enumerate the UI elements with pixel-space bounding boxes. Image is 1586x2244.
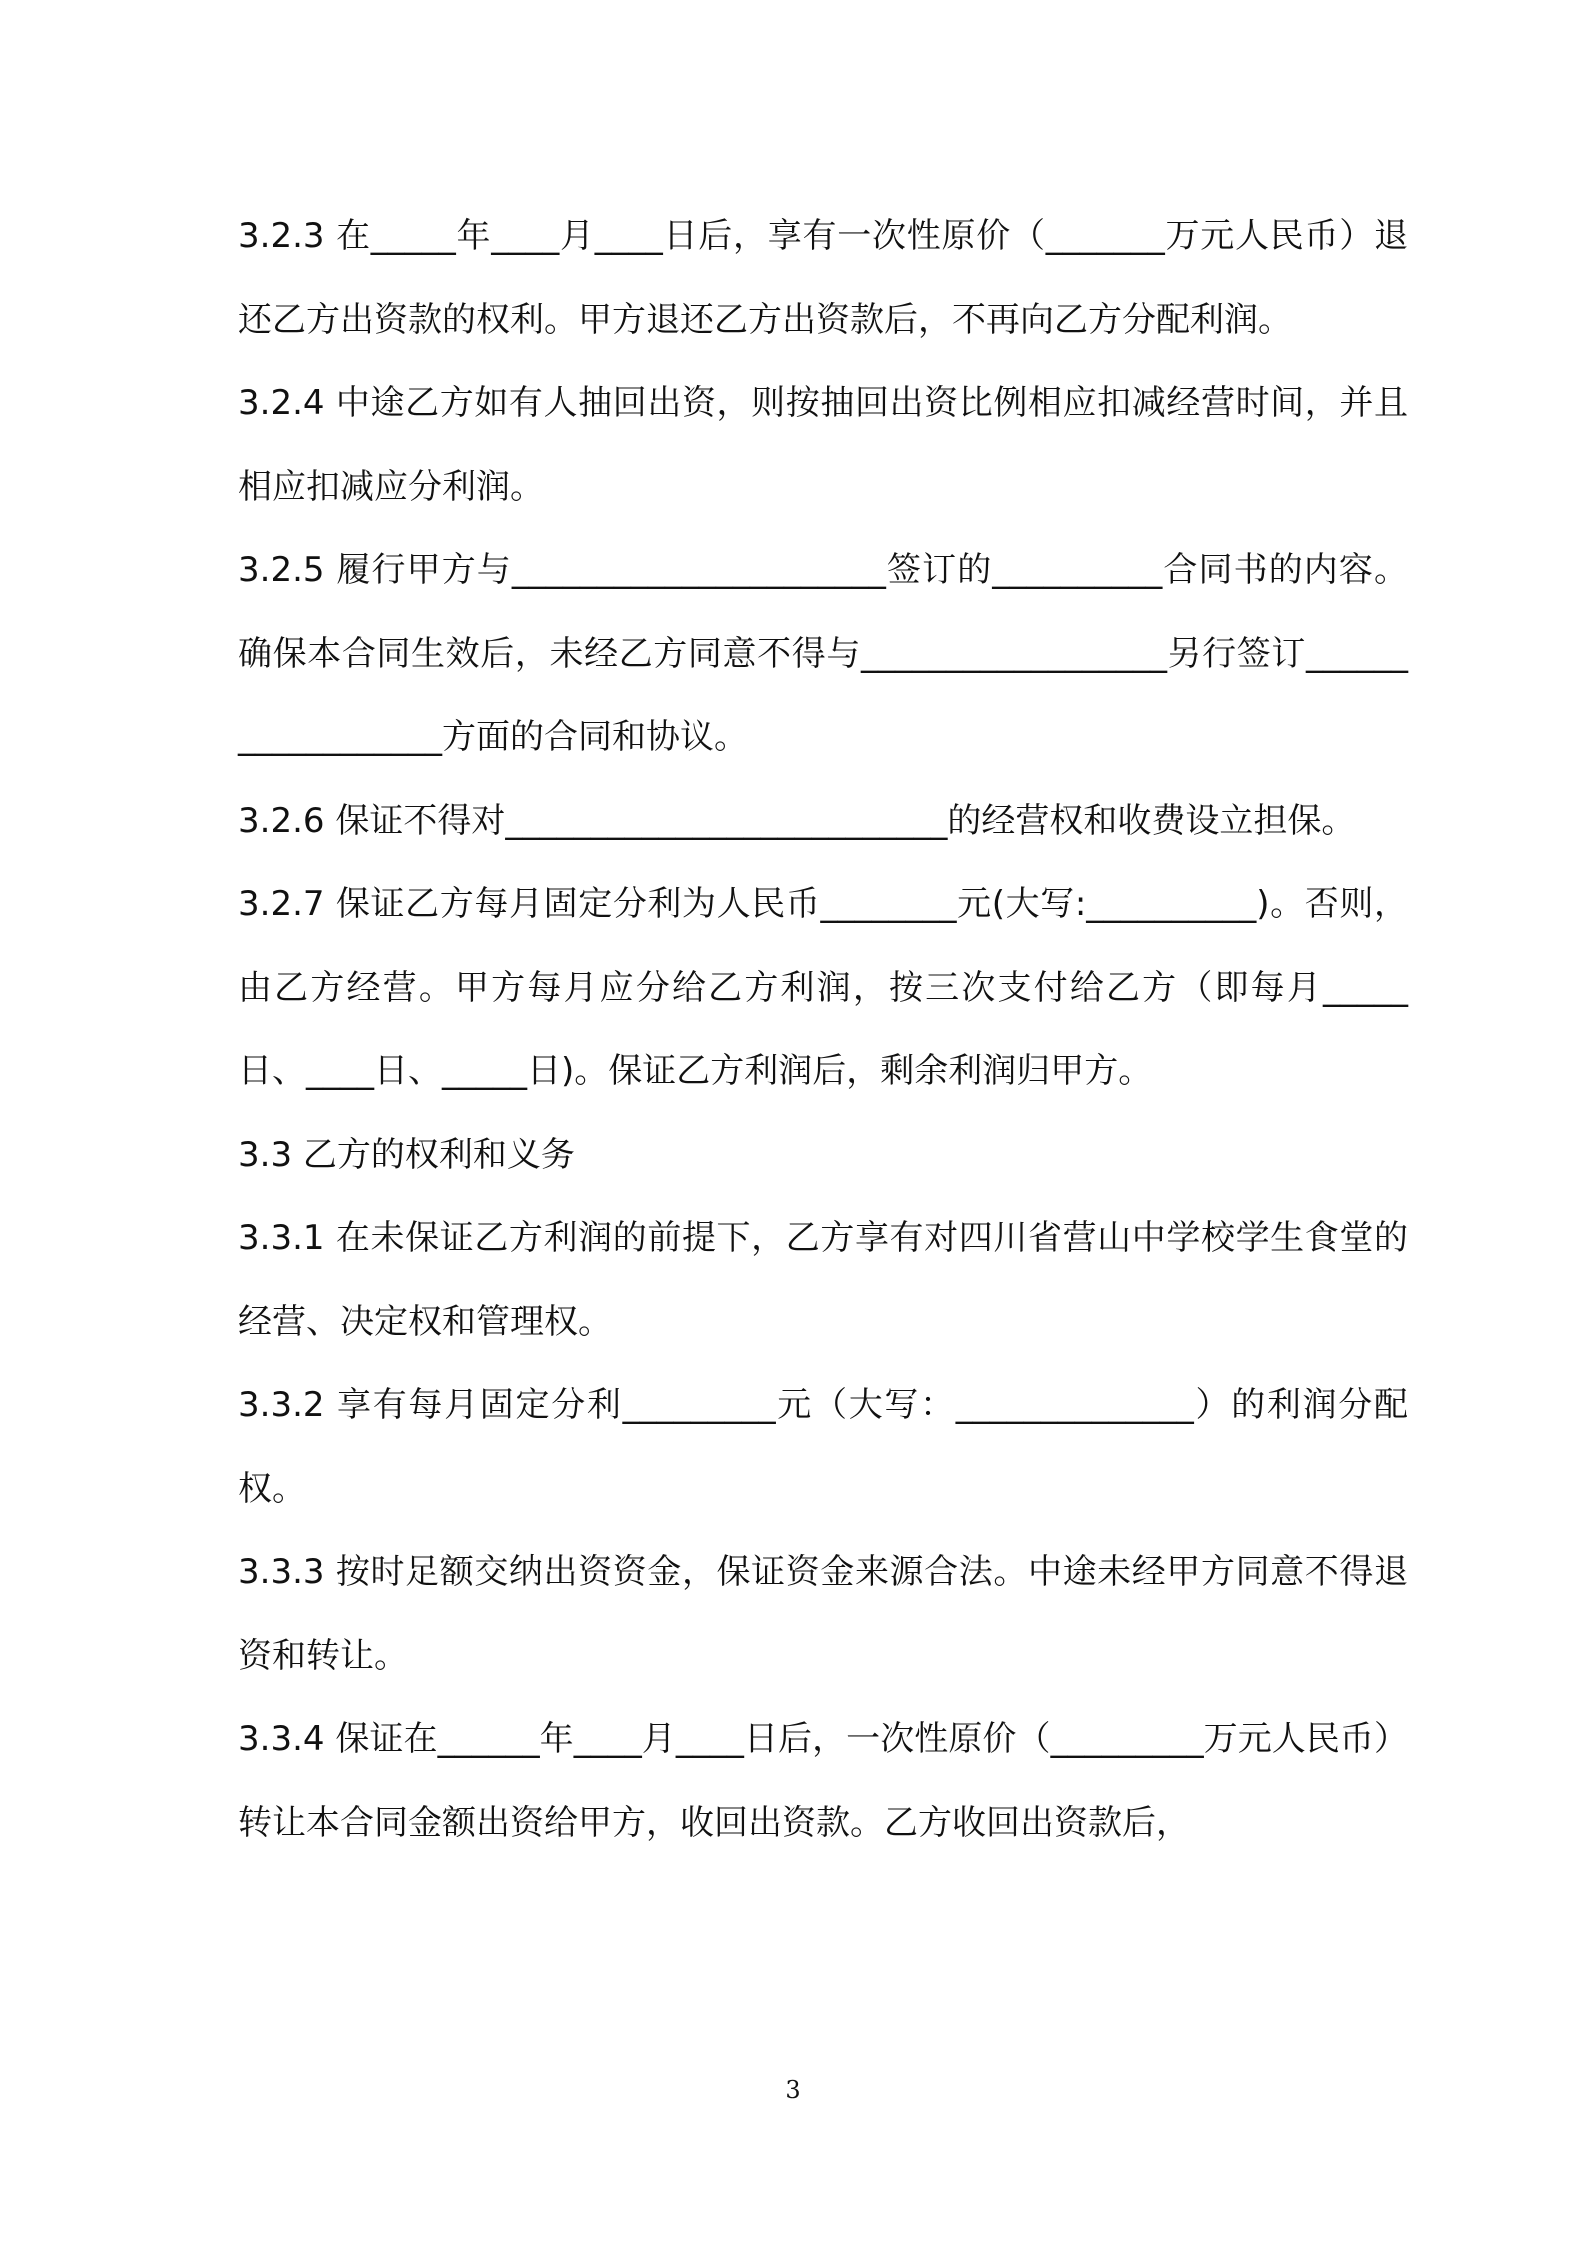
clause-3-2-5: 3.2.5 履行甲方与______________________签订的__________合同书的内容。确保本合同生效后，未经乙方同意不得与__________________另行签订__________________方面的合同和协议。 — [238, 550, 1408, 757]
page-number: 3 — [785, 2076, 801, 2104]
clause-3-2-6: 3.2.6 保证不得对__________________________的经营权和收费设立担保。 — [238, 800, 1356, 841]
clause-3-3-4: 3.3.4 保证在______年____月____日后，一次性原价（_________万元人民币）转让本合同金额出资给甲方，收回出资款。乙方收回出资款后， — [238, 1719, 1408, 1843]
section-heading-3-3: 3.3 乙方的权利和义务 — [238, 1134, 575, 1175]
clause-3-3-3: 3.3.3 按时足额交纳出资资金，保证资金来源合法。中途未经甲方同意不得退资和转让。 — [238, 1552, 1408, 1676]
clause-3-2-4: 3.2.4 中途乙方如有人抽回出资，则按抽回出资比例相应扣减经营时间，并且相应扣减应分利润。 — [238, 383, 1408, 507]
clause-3-3-1: 3.3.1 在未保证乙方利润的前提下，乙方享有对四川省营山中学校学生食堂的经营、决定权和管理权。 — [238, 1218, 1408, 1342]
clause-3-2-7: 3.2.7 保证乙方每月固定分利为人民币________元(大写:__________)。否则，由乙方经营。甲方每月应分给乙方利润，按三次支付给乙方（即每月_____日、____日、_____日)。保证乙方利润后，剩余利润归甲方。 — [238, 884, 1408, 1091]
clause-3-3-2: 3.3.2 享有每月固定分利_________元（大写：______________）的利润分配权。 — [238, 1385, 1408, 1509]
document-body — [238, 195, 1408, 1865]
clause-3-2-3: 3.2.3 在_____年____月____日后，享有一次性原价（_______万元人民币）退还乙方出资款的权利。甲方退还乙方出资款后，不再向乙方分配利润。 — [238, 216, 1408, 340]
